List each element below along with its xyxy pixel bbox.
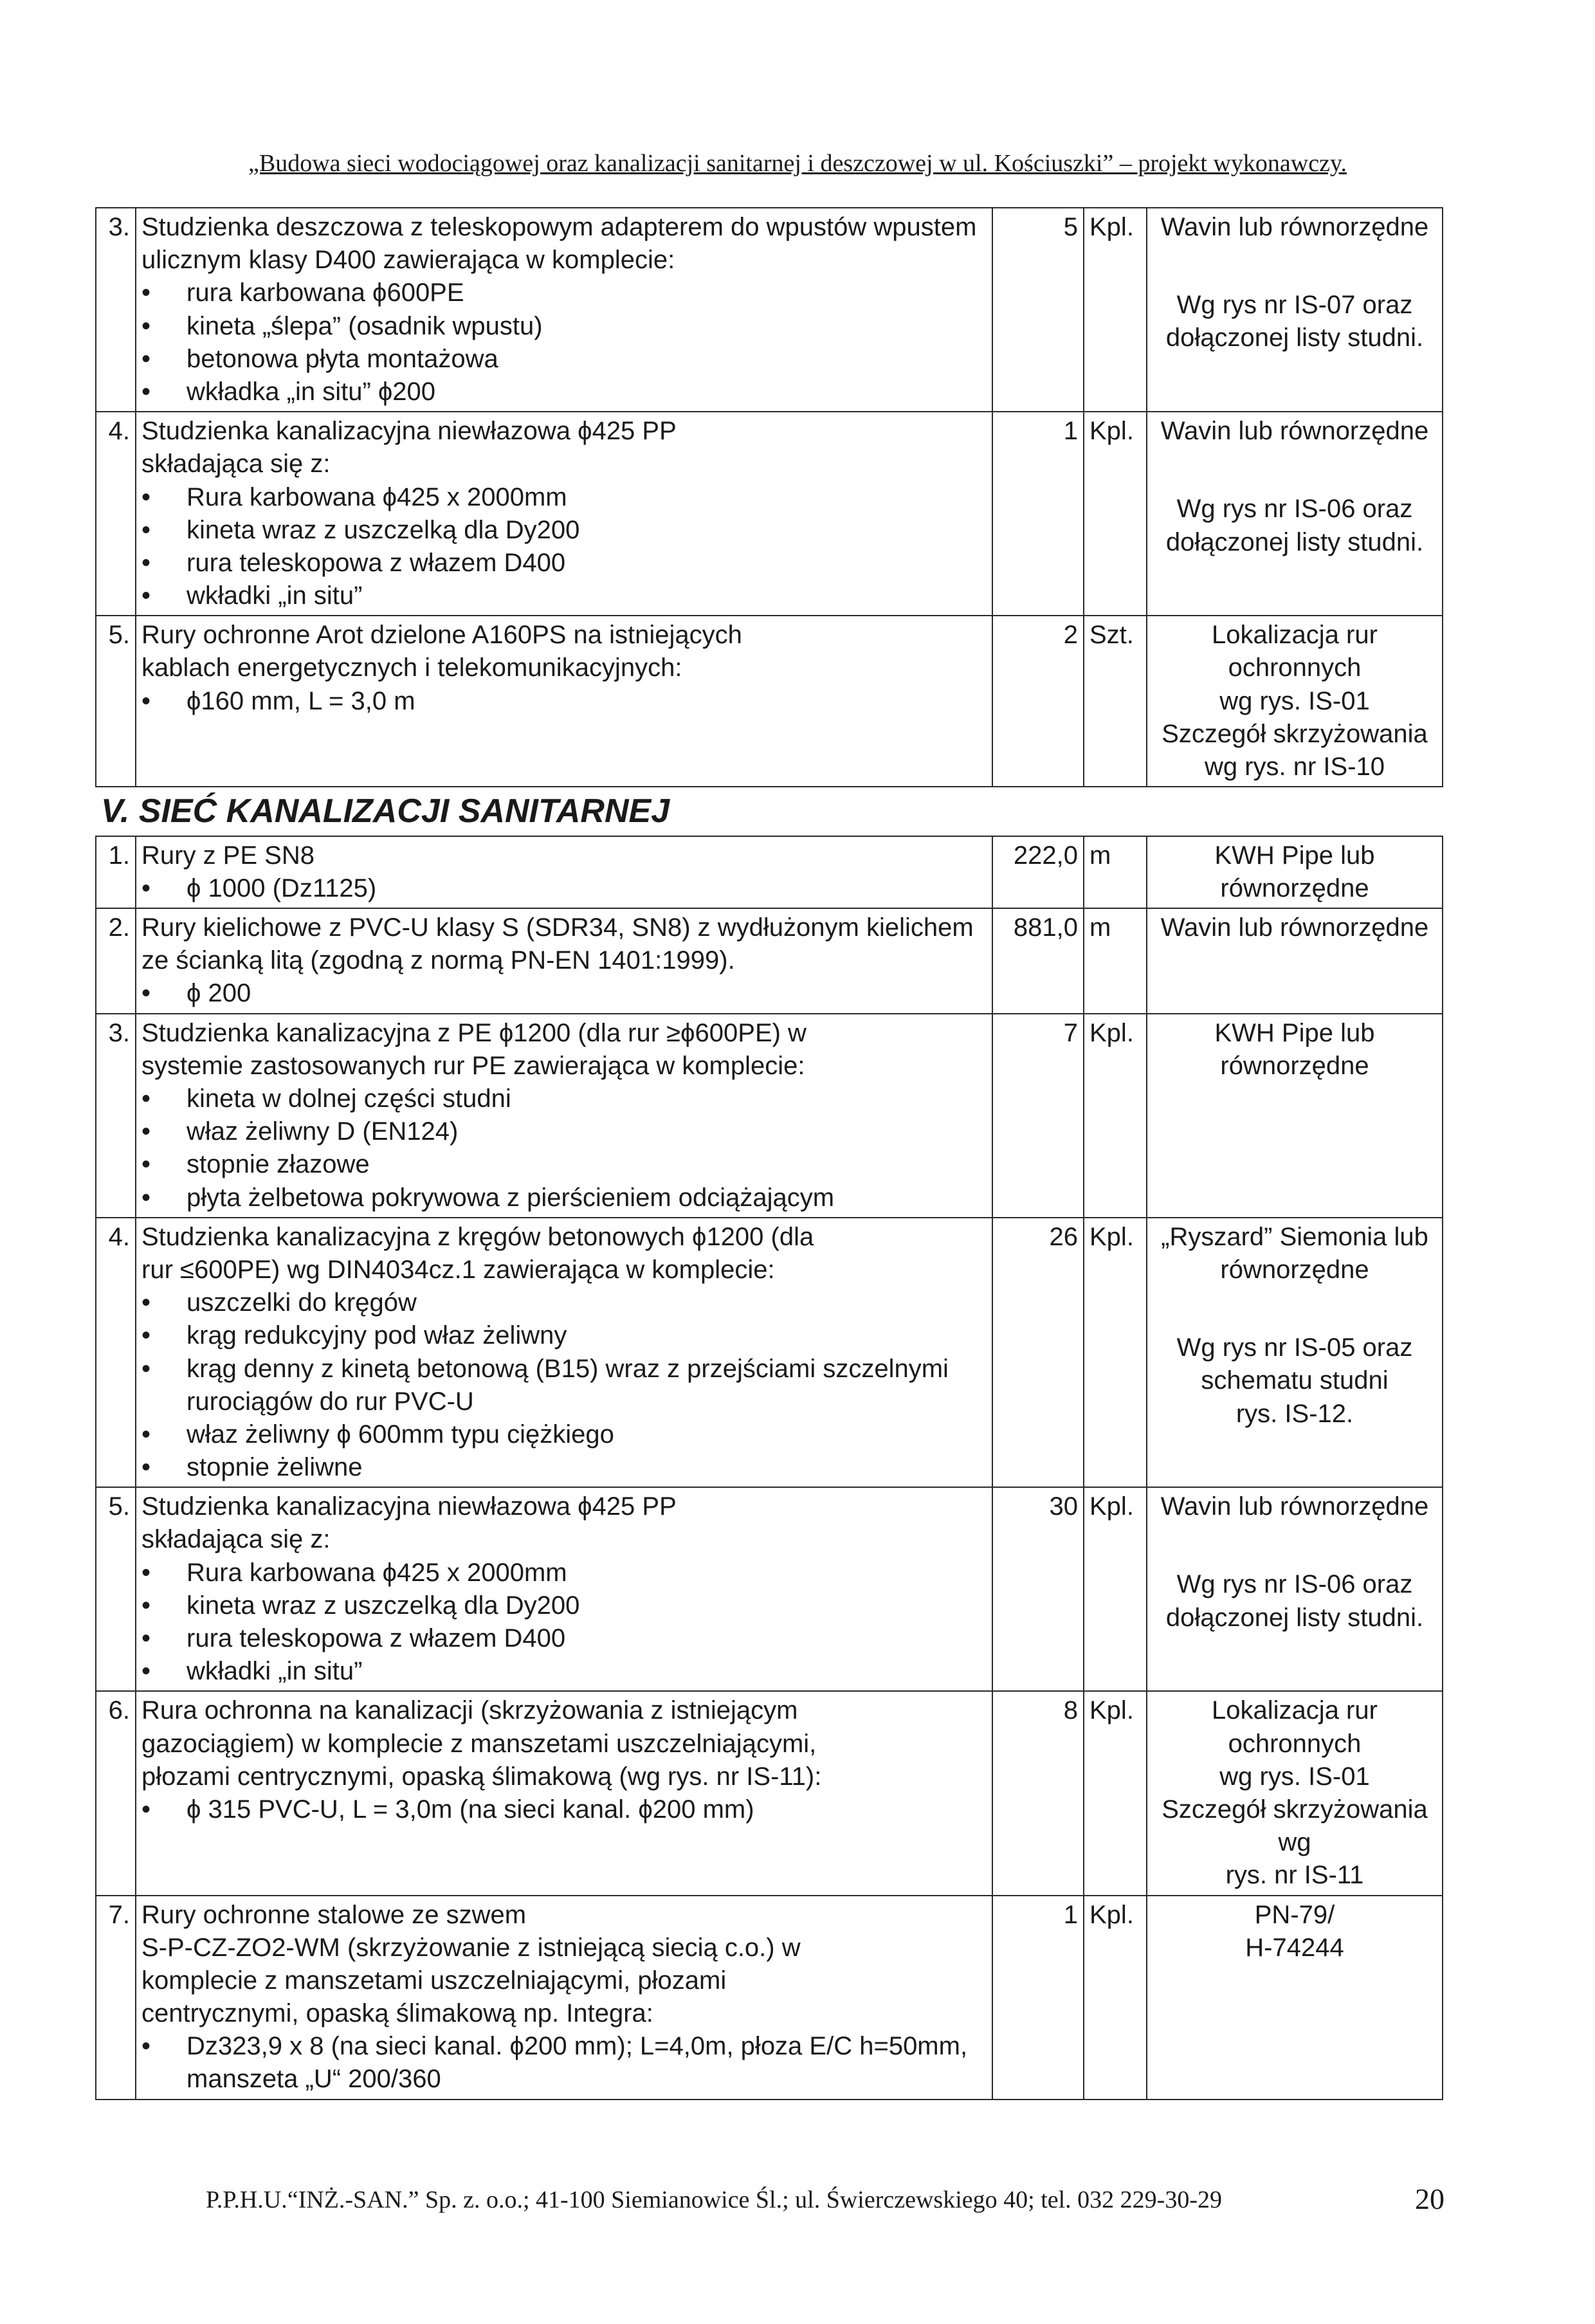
- row-quantity: 1: [992, 1896, 1084, 2100]
- description-line: Studzienka kanalizacyjna z kręgów betonowych ϕ1200 (dla: [141, 1222, 814, 1251]
- remark-line: Lokalizacja rur ochronnych: [1212, 1696, 1378, 1758]
- bullet-icon: •: [141, 1150, 151, 1179]
- bullet-text: uszczelki do kręgów: [187, 1288, 417, 1317]
- row-quantity: 881,0: [992, 908, 1084, 1014]
- table-row: [96, 1691, 1443, 1895]
- bullet-icon: •: [141, 482, 151, 511]
- description-line: komplecie z manszetami uszczelniającymi, płozami: [141, 1966, 727, 1995]
- table-section-storm: [96, 208, 1443, 787]
- table-row: [96, 1487, 1443, 1691]
- table-row: [96, 1014, 1443, 1218]
- row-number: 4.: [96, 412, 136, 616]
- remark-spacer: [1153, 1523, 1437, 1568]
- description-line: Rury z PE SN8: [141, 841, 314, 870]
- bullet-item: [141, 547, 987, 580]
- remark-line: rys. IS-12.: [1235, 1399, 1354, 1428]
- bullet-text: właz żeliwny ϕ 600mm typu ciężkiego: [187, 1420, 614, 1449]
- row-number: 3.: [96, 1014, 136, 1218]
- bullet-icon: •: [141, 1354, 151, 1383]
- bullet-icon: •: [141, 1657, 151, 1686]
- bullet-item: [141, 685, 987, 718]
- row-unit: Kpl.: [1084, 1014, 1147, 1218]
- description-line: rur ≤600PE) wg DIN4034cz.1 zawierająca w komplecie:: [141, 1255, 775, 1284]
- bullet-text: Rura karbowana ϕ425 x 2000mm: [187, 1558, 567, 1587]
- description-line: płozami centrycznymi, opaską ślimakową (wg rys. nr IS-11):: [141, 1762, 822, 1791]
- table-row: [96, 208, 1443, 412]
- section-title: V. SIEĆ KANALIZACJI SANITARNEJ: [96, 787, 1443, 836]
- remark-line: dołączonej listy studni.: [1165, 324, 1424, 352]
- remark-line: Wavin lub równorzędne: [1160, 1492, 1429, 1521]
- row-number: 7.: [96, 1896, 136, 2100]
- bullet-icon: •: [141, 515, 151, 544]
- bullet-icon: •: [141, 1591, 151, 1620]
- bullet-text: kineta wraz z uszczelką dla Dy200: [187, 515, 580, 544]
- remark-line: Wg rys nr IS-07 oraz: [1176, 291, 1413, 320]
- row-unit: Kpl.: [1084, 412, 1147, 616]
- bullet-icon: •: [141, 311, 151, 340]
- bullet-icon: •: [141, 581, 151, 610]
- bullet-item: [141, 1319, 987, 1352]
- bullet-text: Dz323,9 x 8 (na sieci kanal. ϕ200 mm); L=4,0m, płoza E/C h=50mm, manszeta „U“ 200/360: [187, 2032, 968, 2094]
- description-line: Studzienka kanalizacyjna z PE ϕ1200 (dla rur ≥ϕ600PE) w: [141, 1018, 807, 1047]
- remark-line: Wavin lub równorzędne: [1160, 213, 1429, 241]
- specification-table: [95, 207, 1443, 2100]
- bullet-item: [141, 1286, 987, 1319]
- bullet-text: rura teleskopowa z włazem D400: [187, 1624, 566, 1653]
- table-section-sanitary: [96, 836, 1443, 2100]
- row-unit: m: [1084, 908, 1147, 1014]
- bullet-item: [141, 514, 987, 547]
- bullet-item: [141, 376, 987, 408]
- row-description: [136, 1014, 992, 1218]
- bullet-item: [141, 872, 987, 905]
- bullet-item: [141, 310, 987, 343]
- bullet-item: [141, 277, 987, 309]
- remark-spacer: [1153, 448, 1437, 493]
- description-line: gazociągiem) w komplecie z manszetami uszczelniającymi,: [141, 1729, 817, 1758]
- remark-line: rys. nr IS-11: [1225, 1861, 1364, 1890]
- remark-line: wg rys. nr IS-10: [1204, 753, 1385, 781]
- bullet-item: [141, 1148, 987, 1181]
- remark-line: równorzędne: [1220, 1255, 1369, 1284]
- row-number: 5.: [96, 616, 136, 787]
- table-row: [96, 1896, 1443, 2100]
- row-description: [136, 1218, 992, 1488]
- bullet-text: rura teleskopowa z włazem D400: [187, 548, 566, 577]
- bullet-icon: •: [141, 1795, 151, 1824]
- bullet-text: stopnie żeliwne: [187, 1453, 363, 1482]
- bullet-icon: •: [141, 1624, 151, 1653]
- remark-line: schematu studni: [1201, 1366, 1389, 1395]
- bullet-icon: •: [141, 279, 151, 307]
- description-line: Studzienka kanalizacyjna niewłazowa ϕ425 PP: [141, 1492, 677, 1521]
- table-row: [96, 836, 1443, 908]
- bullet-text: właz żeliwny D (EN124): [187, 1117, 459, 1146]
- bullet-item: [141, 1115, 987, 1148]
- row-remarks: [1147, 1487, 1443, 1691]
- remark-line: równorzędne: [1220, 874, 1369, 902]
- row-unit: Kpl.: [1084, 208, 1147, 412]
- description-line: S-P-CZ-ZO2-WM (skrzyżowanie z istniejącą siecią c.o.) w: [141, 1933, 801, 1962]
- remark-line: wg rys. IS-01: [1219, 686, 1370, 715]
- remark-line: Szczegół skrzyżowania: [1162, 719, 1428, 748]
- bullet-text: wkładki „in situ”: [187, 581, 363, 610]
- bullet-text: wkładka „in situ” ϕ200: [187, 377, 436, 406]
- description-line: Studzienka kanalizacyjna niewłazowa ϕ425 PP: [141, 417, 677, 446]
- bullet-item: [141, 1589, 987, 1622]
- row-number: 6.: [96, 1691, 136, 1895]
- bullet-icon: •: [141, 1084, 151, 1113]
- row-description: [136, 1896, 992, 2100]
- bullet-icon: •: [141, 2032, 151, 2061]
- bullet-text: ϕ 1000 (Dz1125): [187, 874, 377, 902]
- bullet-text: stopnie złazowe: [187, 1150, 370, 1179]
- remark-line: Lokalizacja rur ochronnych: [1212, 621, 1378, 682]
- row-unit: Kpl.: [1084, 1487, 1147, 1691]
- row-quantity: 8: [992, 1691, 1084, 1895]
- row-quantity: 222,0: [992, 836, 1084, 908]
- bullet-item: [141, 1557, 987, 1589]
- bullet-icon: •: [141, 874, 151, 902]
- remark-line: równorzędne: [1220, 1051, 1369, 1080]
- row-description: [136, 412, 992, 616]
- description-line: systemie zastosowanych rur PE zawierająca w komplecie:: [141, 1051, 805, 1080]
- bullet-item: [141, 1083, 987, 1115]
- bullet-icon: •: [141, 1558, 151, 1587]
- table-section-heading: [96, 787, 1443, 836]
- table-row: [96, 616, 1443, 787]
- row-unit: m: [1084, 836, 1147, 908]
- row-description: [136, 908, 992, 1014]
- row-quantity: 5: [992, 208, 1084, 412]
- row-description: [136, 1691, 992, 1895]
- description-line: składająca się z:: [141, 450, 331, 479]
- bullet-icon: •: [141, 377, 151, 406]
- bullet-text: betonowa płyta montażowa: [187, 344, 498, 373]
- row-description: [136, 208, 992, 412]
- row-remarks: [1147, 208, 1443, 412]
- description-line: Rura ochronna na kanalizacji (skrzyżowania z istniejącym: [141, 1696, 798, 1725]
- bullet-icon: •: [141, 1183, 151, 1212]
- bullet-icon: •: [141, 686, 151, 715]
- bullet-icon: •: [141, 979, 151, 1008]
- row-description: [136, 836, 992, 908]
- table-row: [96, 412, 1443, 616]
- bullet-text: kineta w dolnej części studni: [187, 1084, 511, 1113]
- bullet-text: ϕ 315 PVC-U, L = 3,0m (na sieci kanal. ϕ200 mm): [187, 1795, 754, 1824]
- remark-line: dołączonej listy studni.: [1165, 1603, 1424, 1632]
- row-number: 2.: [96, 908, 136, 1014]
- remark-spacer: [1153, 244, 1437, 289]
- bullet-text: krąg denny z kinetą betonową (B15) wraz z przejściami szczelnymi rurociągów do rur PVC-U: [187, 1354, 949, 1416]
- description-line: Rury kielichowe z PVC-U klasy S (SDR34, SN8) z wydłużonym kielichem ze ścianką litą (zgodną z normą PN-EN 1401:1999).: [141, 913, 974, 975]
- bullet-text: wkładki „in situ”: [187, 1657, 363, 1686]
- page-number: 20: [1415, 2182, 1445, 2215]
- row-remarks: [1147, 412, 1443, 616]
- row-number: 1.: [96, 836, 136, 908]
- row-remarks: [1147, 836, 1443, 908]
- bullet-icon: •: [141, 1117, 151, 1146]
- remark-line: „Ryszard” Siemonia lub: [1161, 1222, 1428, 1251]
- remark-line: Wg rys nr IS-05 oraz: [1176, 1333, 1413, 1362]
- remark-line: Wavin lub równorzędne: [1160, 913, 1429, 942]
- row-unit: Kpl.: [1084, 1691, 1147, 1895]
- description-line: centrycznymi, opaską ślimakową np. Integra:: [141, 1999, 653, 2028]
- row-remarks: [1147, 1218, 1443, 1488]
- row-number: 5.: [96, 1487, 136, 1691]
- bullet-icon: •: [141, 1420, 151, 1449]
- description-line: Studzienka deszczowa z teleskopowym adapterem do wpustów wpustem ulicznym klasy D400 zawierająca w komplecie:: [141, 213, 977, 275]
- remark-line: Szczegół skrzyżowania wg: [1162, 1795, 1428, 1857]
- row-quantity: 30: [992, 1487, 1084, 1691]
- row-remarks: [1147, 1691, 1443, 1895]
- remark-line: KWH Pipe lub: [1214, 841, 1375, 870]
- row-unit: Kpl.: [1084, 1896, 1147, 2100]
- bullet-icon: •: [141, 548, 151, 577]
- row-remarks: [1147, 616, 1443, 787]
- bullet-item: [141, 1418, 987, 1451]
- bullet-item: [141, 2030, 987, 2096]
- bullet-item: [141, 977, 987, 1010]
- row-description: [136, 616, 992, 787]
- table-row: [96, 908, 1443, 1014]
- remark-line: dołączonej listy studni.: [1165, 527, 1424, 556]
- bullet-text: Rura karbowana ϕ425 x 2000mm: [187, 482, 567, 511]
- remark-line: KWH Pipe lub: [1214, 1018, 1375, 1047]
- bullet-item: [141, 1451, 987, 1484]
- document-footer: P.P.H.U.“INŻ.-SAN.” Sp. z. o.o.; 41-100 Siemianowice Śl.; ul. Świerczewskiego 40; tel. 032 229-30-29: [206, 2186, 1222, 2213]
- bullet-icon: •: [141, 1321, 151, 1350]
- bullet-icon: •: [141, 1453, 151, 1482]
- remark-line: Wg rys nr IS-06 oraz: [1176, 1570, 1413, 1599]
- remark-line: H-74244: [1245, 1933, 1344, 1962]
- bullet-text: kineta wraz z uszczelką dla Dy200: [187, 1591, 580, 1620]
- description-line: składająca się z:: [141, 1525, 331, 1554]
- bullet-text: płyta żelbetowa pokrywowa z pierścieniem odciążającym: [187, 1183, 835, 1212]
- bullet-item: [141, 343, 987, 376]
- document-header: „Budowa sieci wodociągowej oraz kanalizacji sanitarnej i deszczowej w ul. Kościuszki” – projekt wykonawczy.: [248, 150, 1347, 177]
- bullet-icon: •: [141, 344, 151, 373]
- remark-line: Wg rys nr IS-06 oraz: [1176, 495, 1413, 524]
- bullet-item: [141, 1182, 987, 1214]
- bullet-text: ϕ 200: [187, 979, 251, 1008]
- remark-line: PN-79/: [1254, 1900, 1335, 1929]
- remark-spacer: [1153, 1286, 1437, 1331]
- description-line: kablach energetycznych i telekomunikacyjnych:: [141, 654, 682, 682]
- bullet-item: [141, 1793, 987, 1826]
- bullet-item: [141, 1655, 987, 1688]
- bullet-text: rura karbowana ϕ600PE: [187, 279, 464, 307]
- description-line: Rury ochronne Arot dzielone A160PS na istniejących: [141, 621, 742, 650]
- bullet-text: kineta „ślepa” (osadnik wpustu): [187, 311, 543, 340]
- row-unit: Kpl.: [1084, 1218, 1147, 1488]
- bullet-item: [141, 1622, 987, 1655]
- bullet-text: krąg redukcyjny pod właz żeliwny: [187, 1321, 567, 1350]
- description-line: Rury ochronne stalowe ze szwem: [141, 1900, 527, 1929]
- row-description: [136, 1487, 992, 1691]
- remark-line: wg rys. IS-01: [1219, 1762, 1370, 1791]
- bullet-icon: •: [141, 1288, 151, 1317]
- row-unit: Szt.: [1084, 616, 1147, 787]
- row-quantity: 26: [992, 1218, 1084, 1488]
- bullet-item: [141, 1353, 987, 1418]
- row-quantity: 2: [992, 616, 1084, 787]
- bullet-item: [141, 481, 987, 514]
- row-number: 4.: [96, 1218, 136, 1488]
- row-remarks: [1147, 1896, 1443, 2100]
- row-quantity: 7: [992, 1014, 1084, 1218]
- row-quantity: 1: [992, 412, 1084, 616]
- bullet-text: ϕ160 mm, L = 3,0 m: [187, 686, 415, 715]
- table-row: [96, 1218, 1443, 1488]
- row-number: 3.: [96, 208, 136, 412]
- remark-line: Wavin lub równorzędne: [1160, 417, 1429, 446]
- row-remarks: [1147, 908, 1443, 1014]
- bullet-item: [141, 580, 987, 612]
- row-remarks: [1147, 1014, 1443, 1218]
